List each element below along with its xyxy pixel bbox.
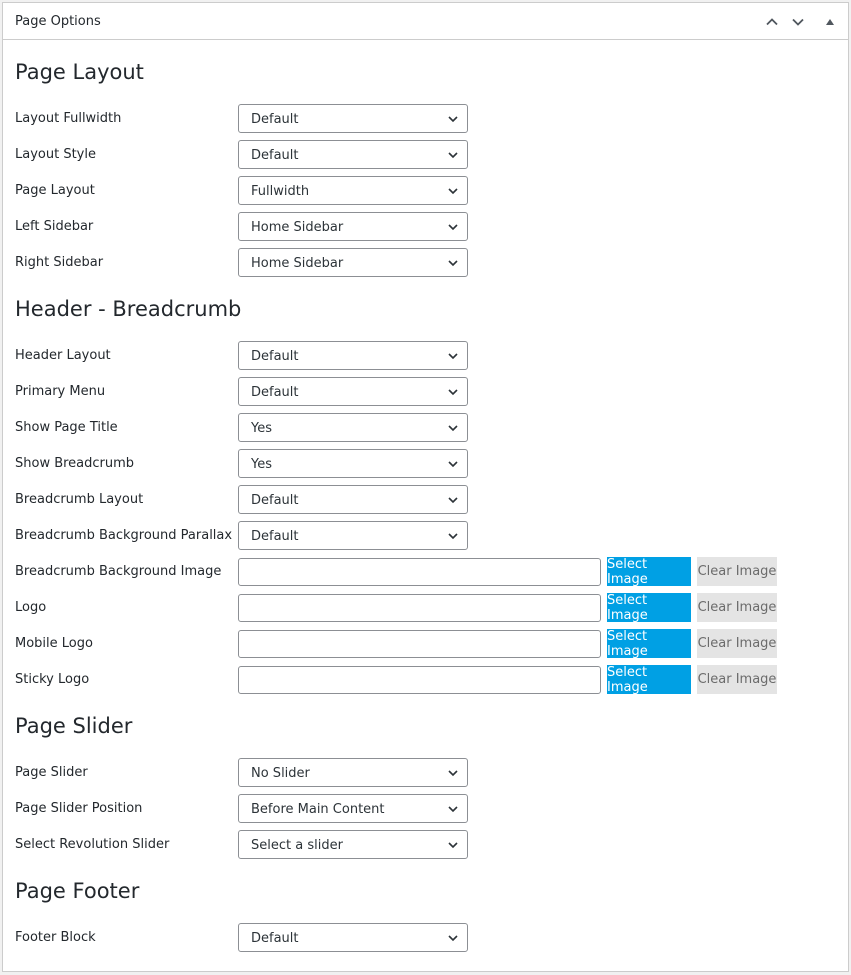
section-title-page-footer: Page Footer [15,879,140,903]
select-right-sidebar[interactable] [238,248,468,277]
select-breadcrumb-background-parallax[interactable] [238,521,468,550]
select-primary-menu[interactable] [238,377,468,406]
chevron-down-icon [448,387,458,397]
mobile-logo-input[interactable] [238,630,601,658]
sticky-logo-input[interactable] [238,666,601,694]
select-header-layout[interactable] [238,341,468,370]
select-value: Yes [251,457,272,472]
select-value: Yes [251,421,272,436]
select-value: Default [251,385,299,400]
clear-image-button[interactable]: Clear Image [697,593,777,622]
page-options-panel [2,2,849,972]
chevron-down-icon [448,495,458,505]
chevron-down-icon [448,459,458,469]
label-page-slider: Page Slider [15,765,88,780]
label-breadcrumb-background-parallax: Breadcrumb Background Parallax [15,528,233,543]
select-page-slider-position[interactable] [238,794,468,823]
select-value: Default [251,112,299,127]
section-title-page-layout: Page Layout [15,60,144,84]
select-breadcrumb-layout[interactable] [238,485,468,514]
logo-input[interactable] [238,594,601,622]
chevron-down-icon [448,351,458,361]
select-value: Default [251,493,299,508]
breadcrumb-background-image-input[interactable] [238,558,601,586]
select-image-button[interactable]: Select Image [607,629,691,658]
select-value: Default [251,148,299,163]
label-right-sidebar: Right Sidebar [15,255,104,270]
label-header-layout: Header Layout [15,348,111,363]
label-breadcrumb-background-image: Breadcrumb Background Image [15,564,222,579]
label-sticky-logo: Sticky Logo [15,672,90,687]
move-up-icon[interactable] [762,12,782,32]
select-value: Default [251,529,299,544]
chevron-down-icon [448,186,458,196]
chevron-down-icon [448,933,458,943]
select-value: Select a slider [251,838,343,853]
select-show-page-title[interactable] [238,413,468,442]
label-select-revolution-slider: Select Revolution Slider [15,837,170,852]
clear-image-button[interactable]: Clear Image [697,557,777,586]
label-primary-menu: Primary Menu [15,384,106,399]
chevron-down-icon [448,768,458,778]
select-show-breadcrumb[interactable] [238,449,468,478]
label-page-slider-position: Page Slider Position [15,801,143,816]
clear-image-button[interactable]: Clear Image [697,665,777,694]
label-show-page-title: Show Page Title [15,420,118,435]
select-image-button[interactable]: Select Image [607,593,691,622]
label-layout-fullwidth: Layout Fullwidth [15,111,122,126]
select-value: Default [251,349,299,364]
clear-image-button[interactable]: Clear Image [697,629,777,658]
select-page-slider[interactable] [238,758,468,787]
panel-title: Page Options [15,14,101,29]
select-value: Before Main Content [251,802,385,817]
select-value: Default [251,931,299,946]
chevron-down-icon [448,531,458,541]
label-logo: Logo [15,600,47,615]
select-value: Fullwidth [251,184,310,199]
chevron-down-icon [448,222,458,232]
label-mobile-logo: Mobile Logo [15,636,93,651]
select-value: No Slider [251,766,310,781]
collapse-toggle-icon[interactable] [820,12,840,32]
select-page-layout[interactable] [238,176,468,205]
select-value: Home Sidebar [251,220,344,235]
select-layout-fullwidth[interactable] [238,104,468,133]
label-footer-block: Footer Block [15,930,96,945]
chevron-down-icon [448,840,458,850]
label-show-breadcrumb: Show Breadcrumb [15,456,135,471]
select-revolution-slider[interactable] [238,830,468,859]
panel-header [3,3,848,40]
select-left-sidebar[interactable] [238,212,468,241]
chevron-down-icon [448,114,458,124]
label-left-sidebar: Left Sidebar [15,219,94,234]
select-image-button[interactable]: Select Image [607,557,691,586]
chevron-down-icon [448,804,458,814]
section-title-header-breadcrumb: Header - Breadcrumb [15,297,242,321]
select-layout-style[interactable] [238,140,468,169]
select-footer-block[interactable] [238,923,468,952]
label-breadcrumb-layout: Breadcrumb Layout [15,492,144,507]
section-title-page-slider: Page Slider [15,714,133,738]
label-page-layout: Page Layout [15,183,95,198]
select-value: Home Sidebar [251,256,344,271]
chevron-down-icon [448,423,458,433]
label-layout-style: Layout Style [15,147,96,162]
chevron-down-icon [448,150,458,160]
move-down-icon[interactable] [788,12,808,32]
chevron-down-icon [448,258,458,268]
select-image-button[interactable]: Select Image [607,665,691,694]
